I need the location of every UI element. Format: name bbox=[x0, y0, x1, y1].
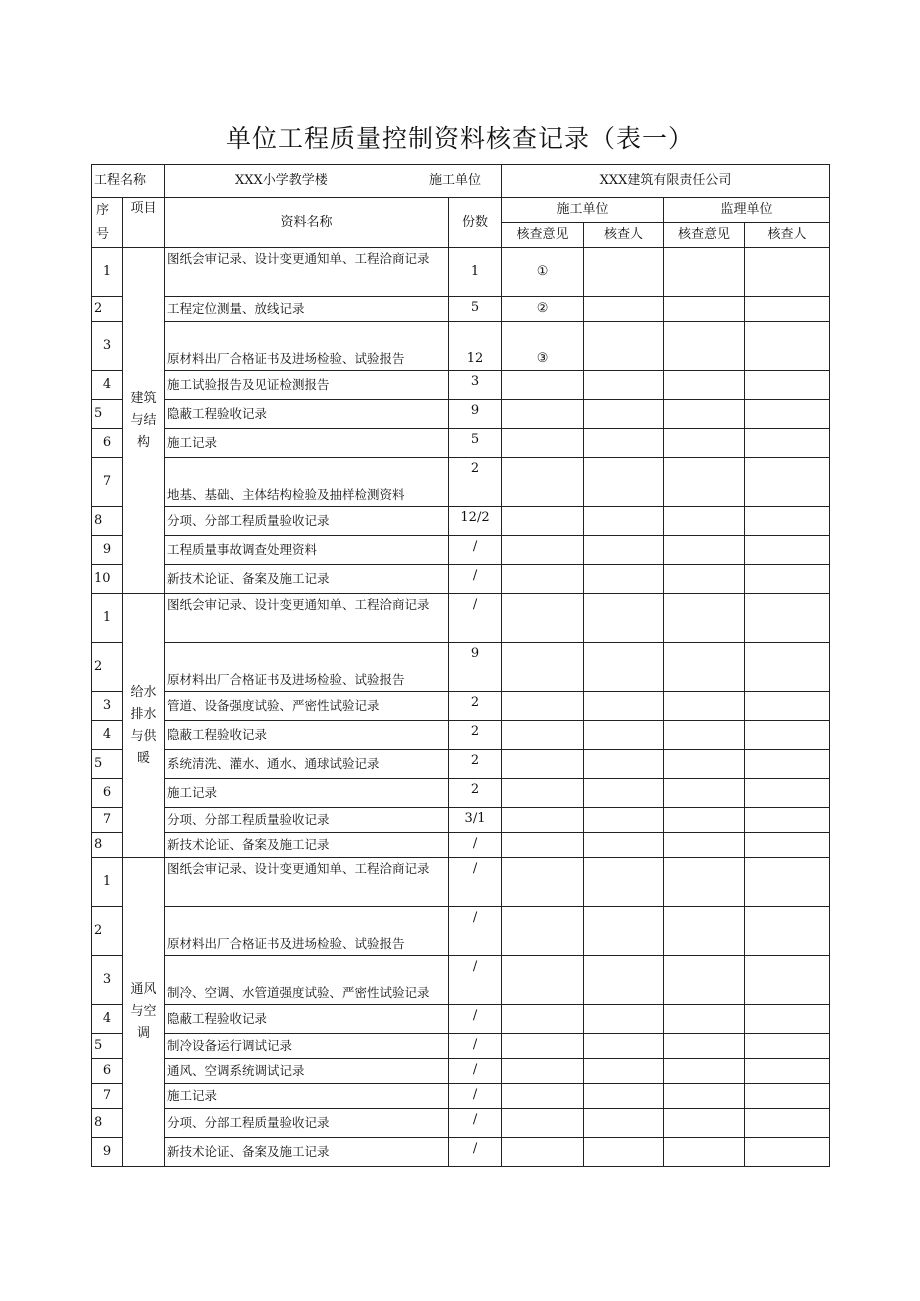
row-construction-opinion bbox=[502, 371, 584, 400]
row-doc-name: 隐蔽工程验收记录 bbox=[165, 1005, 449, 1034]
row-doc-name: 制冷设备运行调试记录 bbox=[165, 1034, 449, 1059]
row-copies: 5 bbox=[449, 429, 502, 458]
row-doc-name: 隐蔽工程验收记录 bbox=[165, 400, 449, 429]
row-construction-opinion bbox=[502, 956, 584, 1005]
row-construction-opinion: ③ bbox=[502, 322, 584, 371]
col-check-opinion-header-1: 核查意见 bbox=[502, 223, 584, 248]
row-seq-no: 4 bbox=[92, 371, 123, 400]
row-construction-checker bbox=[584, 400, 664, 429]
row-copies: 2 bbox=[449, 692, 502, 721]
row-copies: 2 bbox=[449, 721, 502, 750]
row-copies: / bbox=[449, 1138, 502, 1167]
row-supervision-checker bbox=[745, 594, 830, 643]
row-construction-opinion bbox=[502, 507, 584, 536]
row-supervision-opinion bbox=[664, 565, 745, 594]
row-supervision-opinion bbox=[664, 1005, 745, 1034]
row-seq-no: 5 bbox=[92, 400, 123, 429]
quality-control-table bbox=[91, 164, 830, 1167]
row-construction-checker bbox=[584, 1084, 664, 1109]
row-construction-opinion bbox=[502, 536, 584, 565]
category-line: 通风 bbox=[130, 982, 157, 997]
row-supervision-opinion bbox=[664, 858, 745, 907]
row-doc-name: 图纸会审记录、设计变更通知单、工程洽商记录 bbox=[165, 858, 449, 907]
row-copies: 2 bbox=[449, 458, 502, 507]
page-title: 单位工程质量控制资料核查记录（表一） bbox=[225, 124, 694, 153]
row-supervision-checker bbox=[745, 808, 830, 833]
row-construction-checker bbox=[584, 458, 664, 507]
table-row bbox=[92, 322, 830, 371]
table-row bbox=[92, 907, 830, 956]
row-supervision-checker bbox=[745, 507, 830, 536]
row-supervision-opinion bbox=[664, 779, 745, 808]
table-row bbox=[92, 692, 830, 721]
table-row bbox=[92, 643, 830, 692]
row-doc-name: 工程质量事故调查处理资料 bbox=[165, 536, 449, 565]
row-doc-name: 系统清洗、灌水、通水、通球试验记录 bbox=[165, 750, 449, 779]
row-supervision-checker bbox=[745, 536, 830, 565]
row-seq-no: 7 bbox=[92, 458, 123, 507]
row-copies: 1 bbox=[449, 248, 502, 297]
row-doc-name: 原材料出厂合格证书及进场检验、试验报告 bbox=[165, 907, 449, 956]
row-copies: 2 bbox=[449, 750, 502, 779]
row-construction-checker bbox=[584, 833, 664, 858]
row-construction-opinion bbox=[502, 429, 584, 458]
row-seq-no: 8 bbox=[92, 833, 123, 858]
table-row bbox=[92, 1034, 830, 1059]
row-construction-checker bbox=[584, 429, 664, 458]
row-seq-no: 6 bbox=[92, 429, 123, 458]
row-doc-name: 新技术论证、备案及施工记录 bbox=[165, 565, 449, 594]
row-construction-checker bbox=[584, 779, 664, 808]
row-supervision-opinion bbox=[664, 297, 745, 322]
row-copies: / bbox=[449, 565, 502, 594]
row-supervision-checker bbox=[745, 565, 830, 594]
row-doc-name: 工程定位测量、放线记录 bbox=[165, 297, 449, 322]
row-construction-opinion: ① bbox=[502, 248, 584, 297]
row-construction-opinion bbox=[502, 779, 584, 808]
row-construction-opinion bbox=[502, 721, 584, 750]
row-construction-opinion bbox=[502, 808, 584, 833]
category-line: 与空 bbox=[130, 1004, 157, 1019]
row-construction-opinion bbox=[502, 1084, 584, 1109]
row-construction-checker bbox=[584, 565, 664, 594]
row-seq-no: 3 bbox=[92, 692, 123, 721]
row-doc-name: 图纸会审记录、设计变更通知单、工程洽商记录 bbox=[165, 248, 449, 297]
row-supervision-opinion bbox=[664, 956, 745, 1005]
table-row bbox=[92, 1138, 830, 1167]
row-seq-no: 4 bbox=[92, 1005, 123, 1034]
header-row-columns-1 bbox=[92, 198, 830, 223]
row-copies: 3 bbox=[449, 371, 502, 400]
row-copies: / bbox=[449, 858, 502, 907]
row-seq-no: 3 bbox=[92, 322, 123, 371]
row-copies: 9 bbox=[449, 643, 502, 692]
row-construction-opinion bbox=[502, 565, 584, 594]
row-seq-no: 1 bbox=[92, 858, 123, 907]
row-supervision-checker bbox=[745, 400, 830, 429]
table-row bbox=[92, 808, 830, 833]
row-category bbox=[123, 594, 165, 858]
row-copies: / bbox=[449, 1059, 502, 1084]
row-construction-opinion bbox=[502, 458, 584, 507]
row-construction-opinion bbox=[502, 1059, 584, 1084]
row-supervision-checker bbox=[745, 956, 830, 1005]
row-supervision-opinion bbox=[664, 1138, 745, 1167]
row-construction-checker bbox=[584, 371, 664, 400]
row-construction-opinion bbox=[502, 833, 584, 858]
project-name-cell bbox=[165, 165, 502, 198]
row-construction-checker bbox=[584, 297, 664, 322]
row-supervision-opinion bbox=[664, 371, 745, 400]
category-line: 与供 bbox=[130, 728, 157, 744]
row-copies: / bbox=[449, 594, 502, 643]
row-supervision-checker bbox=[745, 297, 830, 322]
table-row bbox=[92, 297, 830, 322]
category-line: 建筑 bbox=[130, 390, 157, 406]
row-supervision-checker bbox=[745, 1138, 830, 1167]
row-construction-checker bbox=[584, 750, 664, 779]
table-row bbox=[92, 507, 830, 536]
row-construction-checker bbox=[584, 536, 664, 565]
row-construction-checker bbox=[584, 507, 664, 536]
row-construction-opinion bbox=[502, 1138, 584, 1167]
row-construction-checker bbox=[584, 721, 664, 750]
row-doc-name: 新技术论证、备案及施工记录 bbox=[165, 833, 449, 858]
row-construction-checker bbox=[584, 858, 664, 907]
row-supervision-checker bbox=[745, 1109, 830, 1138]
row-seq-no: 6 bbox=[92, 1059, 123, 1084]
col-checker-header-2: 核查人 bbox=[745, 223, 830, 248]
row-construction-checker bbox=[584, 1109, 664, 1138]
row-construction-checker bbox=[584, 1005, 664, 1034]
row-copies: 9 bbox=[449, 400, 502, 429]
row-supervision-checker bbox=[745, 371, 830, 400]
row-doc-name: 分项、分部工程质量验收记录 bbox=[165, 808, 449, 833]
table-row bbox=[92, 833, 830, 858]
row-seq-no: 5 bbox=[92, 1034, 123, 1059]
category-line: 排水 bbox=[130, 706, 157, 722]
row-supervision-opinion bbox=[664, 507, 745, 536]
project-name-label: 工程名称 bbox=[92, 165, 165, 198]
row-seq-no: 4 bbox=[92, 721, 123, 750]
col-doc-name-header: 资料名称 bbox=[165, 198, 449, 248]
row-supervision-opinion bbox=[664, 400, 745, 429]
row-seq-no: 2 bbox=[92, 643, 123, 692]
row-supervision-opinion bbox=[664, 692, 745, 721]
row-construction-checker bbox=[584, 594, 664, 643]
col-construction-unit-header: 施工单位 bbox=[502, 198, 664, 223]
row-seq-no: 7 bbox=[92, 808, 123, 833]
row-copies: 2 bbox=[449, 779, 502, 808]
row-supervision-checker bbox=[745, 643, 830, 692]
row-seq-no: 9 bbox=[92, 1138, 123, 1167]
col-seq-label: 序号 bbox=[96, 202, 110, 242]
row-supervision-opinion bbox=[664, 322, 745, 371]
row-supervision-checker bbox=[745, 1084, 830, 1109]
row-copies: / bbox=[449, 907, 502, 956]
row-seq-no: 2 bbox=[92, 907, 123, 956]
row-supervision-opinion bbox=[664, 643, 745, 692]
table-row bbox=[92, 536, 830, 565]
row-seq-no: 9 bbox=[92, 536, 123, 565]
row-doc-name: 分项、分部工程质量验收记录 bbox=[165, 507, 449, 536]
row-construction-opinion bbox=[502, 1005, 584, 1034]
row-supervision-opinion bbox=[664, 750, 745, 779]
table-row bbox=[92, 458, 830, 507]
table-row bbox=[92, 248, 830, 297]
row-copies: 3/1 bbox=[449, 808, 502, 833]
row-construction-opinion: ② bbox=[502, 297, 584, 322]
row-seq-no: 8 bbox=[92, 1109, 123, 1138]
row-copies: 5 bbox=[449, 297, 502, 322]
row-construction-opinion bbox=[502, 750, 584, 779]
row-construction-opinion bbox=[502, 643, 584, 692]
row-supervision-checker bbox=[745, 322, 830, 371]
row-seq-no: 8 bbox=[92, 507, 123, 536]
row-supervision-checker bbox=[745, 1034, 830, 1059]
table-row bbox=[92, 1084, 830, 1109]
row-seq-no: 5 bbox=[92, 750, 123, 779]
table-row bbox=[92, 956, 830, 1005]
row-doc-name: 施工记录 bbox=[165, 1084, 449, 1109]
row-seq-no: 6 bbox=[92, 779, 123, 808]
row-doc-name: 新技术论证、备案及施工记录 bbox=[165, 1138, 449, 1167]
row-seq-no: 10 bbox=[92, 565, 123, 594]
row-supervision-opinion bbox=[664, 1084, 745, 1109]
row-category bbox=[123, 248, 165, 594]
table-row bbox=[92, 721, 830, 750]
contractor-value: XXX建筑有限责任公司 bbox=[502, 165, 830, 198]
row-construction-checker bbox=[584, 907, 664, 956]
row-supervision-opinion bbox=[664, 594, 745, 643]
row-construction-opinion bbox=[502, 400, 584, 429]
row-supervision-opinion bbox=[664, 248, 745, 297]
row-construction-checker bbox=[584, 692, 664, 721]
row-copies: / bbox=[449, 956, 502, 1005]
row-doc-name: 施工记录 bbox=[165, 429, 449, 458]
category-line: 与结 bbox=[130, 412, 157, 428]
row-construction-checker bbox=[584, 1034, 664, 1059]
category-line: 暖 bbox=[137, 750, 151, 766]
row-seq-no: 1 bbox=[92, 594, 123, 643]
row-doc-name: 制冷、空调、水管道强度试验、严密性试验记录 bbox=[165, 956, 449, 1005]
row-copies: / bbox=[449, 1005, 502, 1034]
table-row bbox=[92, 1059, 830, 1084]
table-row bbox=[92, 429, 830, 458]
row-supervision-checker bbox=[745, 721, 830, 750]
row-copies: / bbox=[449, 536, 502, 565]
row-doc-name: 原材料出厂合格证书及进场检验、试验报告 bbox=[165, 322, 449, 371]
row-copies: 12/2 bbox=[449, 507, 502, 536]
row-doc-name: 隐蔽工程验收记录 bbox=[165, 721, 449, 750]
table-row bbox=[92, 858, 830, 907]
row-seq-no: 1 bbox=[92, 248, 123, 297]
header-row-project bbox=[92, 165, 830, 198]
row-supervision-opinion bbox=[664, 536, 745, 565]
row-construction-opinion bbox=[502, 594, 584, 643]
table-row bbox=[92, 1109, 830, 1138]
row-supervision-opinion bbox=[664, 833, 745, 858]
row-supervision-checker bbox=[745, 779, 830, 808]
row-supervision-checker bbox=[745, 1005, 830, 1034]
row-doc-name: 分项、分部工程质量验收记录 bbox=[165, 1109, 449, 1138]
row-copies: / bbox=[449, 1034, 502, 1059]
row-construction-opinion bbox=[502, 1034, 584, 1059]
project-name-value: XXX小学教学楼 bbox=[235, 173, 328, 188]
col-copies-header: 份数 bbox=[449, 198, 502, 248]
category-line: 给水 bbox=[130, 684, 157, 700]
row-supervision-opinion bbox=[664, 808, 745, 833]
row-construction-checker bbox=[584, 248, 664, 297]
col-item-header: 项目 bbox=[123, 198, 165, 248]
row-doc-name: 施工试验报告及见证检测报告 bbox=[165, 371, 449, 400]
row-construction-checker bbox=[584, 956, 664, 1005]
row-seq-no: 7 bbox=[92, 1084, 123, 1109]
table-row bbox=[92, 1005, 830, 1034]
row-construction-checker bbox=[584, 322, 664, 371]
contractor-label: 施工单位 bbox=[429, 173, 482, 188]
row-supervision-opinion bbox=[664, 1059, 745, 1084]
row-construction-opinion bbox=[502, 858, 584, 907]
row-supervision-checker bbox=[745, 692, 830, 721]
row-copies: / bbox=[449, 1109, 502, 1138]
row-construction-checker bbox=[584, 1059, 664, 1084]
row-supervision-checker bbox=[745, 858, 830, 907]
table-row bbox=[92, 594, 830, 643]
col-checker-header-1: 核查人 bbox=[584, 223, 664, 248]
row-doc-name: 图纸会审记录、设计变更通知单、工程洽商记录 bbox=[165, 594, 449, 643]
row-category bbox=[123, 858, 165, 1167]
row-doc-name: 管道、设备强度试验、严密性试验记录 bbox=[165, 692, 449, 721]
row-supervision-opinion bbox=[664, 1034, 745, 1059]
row-supervision-opinion bbox=[664, 721, 745, 750]
table-row bbox=[92, 779, 830, 808]
row-copies: 12 bbox=[449, 322, 502, 371]
row-doc-name: 原材料出厂合格证书及进场检验、试验报告 bbox=[165, 643, 449, 692]
category-line: 构 bbox=[137, 434, 151, 450]
row-supervision-checker bbox=[745, 750, 830, 779]
col-supervision-unit-header: 监理单位 bbox=[664, 198, 830, 223]
row-supervision-checker bbox=[745, 907, 830, 956]
row-supervision-opinion bbox=[664, 458, 745, 507]
row-copies: / bbox=[449, 1084, 502, 1109]
table-body bbox=[92, 165, 830, 1167]
row-construction-checker bbox=[584, 1138, 664, 1167]
row-construction-opinion bbox=[502, 692, 584, 721]
row-supervision-checker bbox=[745, 458, 830, 507]
row-supervision-checker bbox=[745, 1059, 830, 1084]
row-construction-checker bbox=[584, 808, 664, 833]
table-row bbox=[92, 371, 830, 400]
row-supervision-checker bbox=[745, 248, 830, 297]
row-copies: / bbox=[449, 833, 502, 858]
row-construction-opinion bbox=[502, 1109, 584, 1138]
row-construction-opinion bbox=[502, 907, 584, 956]
row-construction-checker bbox=[584, 643, 664, 692]
row-supervision-opinion bbox=[664, 1109, 745, 1138]
table-row bbox=[92, 750, 830, 779]
row-supervision-checker bbox=[745, 833, 830, 858]
row-seq-no: 2 bbox=[92, 297, 123, 322]
row-seq-no: 3 bbox=[92, 956, 123, 1005]
row-doc-name: 通风、空调系统调试记录 bbox=[165, 1059, 449, 1084]
table-row bbox=[92, 400, 830, 429]
row-supervision-checker bbox=[745, 429, 830, 458]
row-supervision-opinion bbox=[664, 429, 745, 458]
row-doc-name: 施工记录 bbox=[165, 779, 449, 808]
col-seq-header bbox=[92, 198, 123, 248]
row-supervision-opinion bbox=[664, 907, 745, 956]
row-doc-name: 地基、基础、主体结构检验及抽样检测资料 bbox=[165, 458, 449, 507]
col-check-opinion-header-2: 核查意见 bbox=[664, 223, 745, 248]
table-row bbox=[92, 565, 830, 594]
category-line: 调 bbox=[137, 1026, 151, 1041]
